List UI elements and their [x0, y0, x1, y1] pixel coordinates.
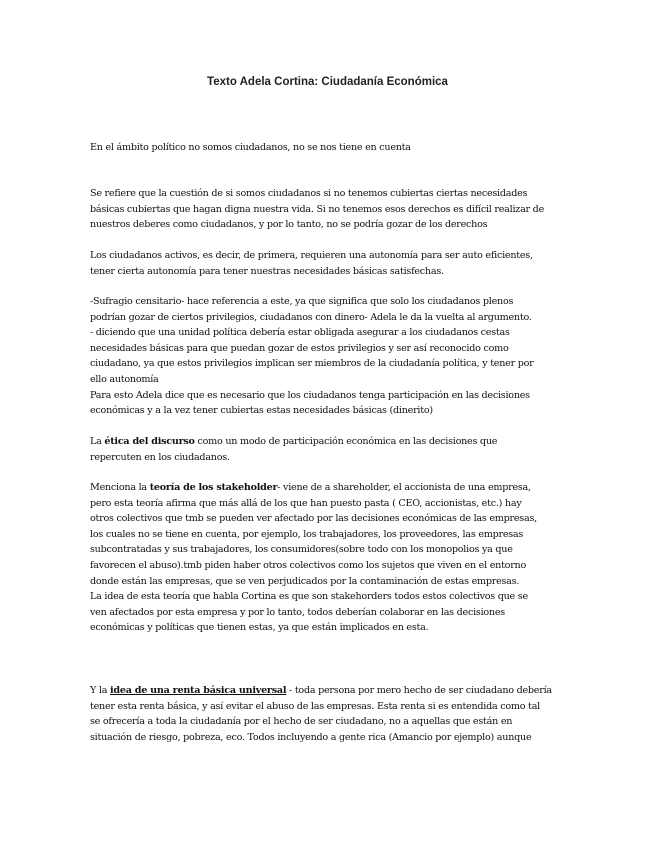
inline-text: Y la: [90, 685, 110, 696]
bold-term-stakeholder: teoría de los stakeholder: [149, 482, 278, 493]
text-line: [90, 434, 565, 450]
text-line: básicas cubiertas que hagan digna nuestra vida. Si no tenemos esos derechos es difícil realizar de: [90, 203, 544, 215]
text-line: donde están las empresas, que se ven perjudicados por la contaminación de estas empresas.: [90, 575, 520, 587]
inline-text: - viene de a shareholder, el accionista de una empresa,: [277, 482, 531, 493]
paragraph-stakeholder-theory: [90, 480, 565, 636]
paragraph-census-suffrage: [90, 294, 565, 419]
text-line: ven afectados por esta empresa y por lo tanto, todos deberían colaborar en las decisiones: [90, 606, 505, 618]
text-line: subcontratadas y sus trabajadores, los consumidores(sobre todo con los monopolios ya que: [90, 544, 513, 556]
text-line: -Sufragio censitario- hace referencia a este, ya que significa que solo los ciudadanos plenos: [90, 296, 514, 307]
paragraph-basic-income: [90, 683, 565, 745]
text-line: tener esta renta básica, y así evitar el abuso de las empresas. Esta renta si es entendida como tal: [90, 700, 540, 712]
text-line: nuestros deberes como ciudadanos, y por lo tanto, no se podría gozar de los derechos: [90, 219, 488, 231]
text-line: otros colectivos que tmb se pueden ver afectado por las decisiones económicas de las empresas,: [90, 513, 537, 525]
text-line: tener cierta autonomía para tener nuestras necesidades básicas satisfechas.: [90, 265, 444, 277]
paragraph-political-sphere: [90, 140, 565, 156]
paragraph-discourse-ethics: [90, 434, 565, 465]
document-title: Texto Adela Cortina: Ciudadanía Económica: [207, 76, 448, 88]
text-line: económicas y a la vez tener cubiertas estas necesidades básicas (dinerito): [90, 405, 433, 417]
inline-text: Menciona la: [90, 482, 150, 493]
text-line: Los ciudadanos activos, es decir, de primera, requieren una autonomía para ser auto eficientes,: [90, 250, 533, 261]
text-line: podrían gozar de ciertos privilegios, ciudadanos con dinero- Adela le da la vuelta al argumento.: [90, 311, 532, 323]
paragraph-active-citizens: [90, 248, 565, 279]
text-line: pero esta teoría afirma que más allá de los que han puesto pasta ( CEO, accionistas, etc.) hay: [90, 497, 522, 509]
text-line: La idea de esta teoría que habla Cortina es que son stakehorders todos estos colectivos que se: [90, 591, 528, 603]
text-line: los cuales no se tiene en cuenta, por ejemplo, los trabajadores, los proveedores, las empresas: [90, 528, 524, 540]
inline-text: como un modo de participación económica en las decisiones que: [194, 436, 498, 447]
text-line: favorecen el abuso).tmb piden haber otros colectivos como los sujetos que viven en el entorno: [90, 559, 527, 571]
text-line: económicas y políticas que tienen estas, ya que están implicados en esta.: [90, 622, 429, 634]
text-line: se ofrecería a toda la ciudadanía por el hecho de ser ciudadano, no a aquellas que están en: [90, 716, 513, 728]
paragraph-basic-needs: [90, 186, 565, 233]
text-line: Para esto Adela dice que es necesario que los ciudadanos tenga participación en las decisiones: [90, 389, 530, 401]
text-line: repercuten en los ciudadanos.: [90, 451, 230, 463]
text-line: ciudadano, ya que estos privilegios implican ser miembros de la ciudadanía política, y tener por: [90, 358, 534, 370]
text-line: En el ámbito político no somos ciudadanos, no se nos tiene en cuenta: [90, 142, 411, 153]
text-line: ello autonomía: [90, 373, 159, 385]
bold-term-discourse-ethics: ética del discurso: [104, 436, 195, 447]
underlined-term-basic-income: idea de una renta básica universal: [109, 685, 287, 696]
inline-text: - toda persona por mero hecho de ser ciudadano debería: [286, 685, 552, 696]
text-line: - diciendo que una unidad política debería estar obligada asegurar a los ciudadanos cestas: [90, 327, 510, 339]
text-line: [90, 480, 565, 496]
text-line: Se refiere que la cuestión de si somos ciudadanos si no tenemos cubiertas ciertas necesidades: [90, 188, 528, 199]
text-line: situación de riesgo, pobreza, eco. Todos incluyendo a gente rica (Amancio por ejemplo) aunque: [90, 731, 532, 743]
text-line: [90, 683, 565, 699]
inline-text: La: [90, 436, 105, 447]
text-line: necesidades básicas para que puedan gozar de estos privilegios y ser así reconocido como: [90, 342, 509, 354]
